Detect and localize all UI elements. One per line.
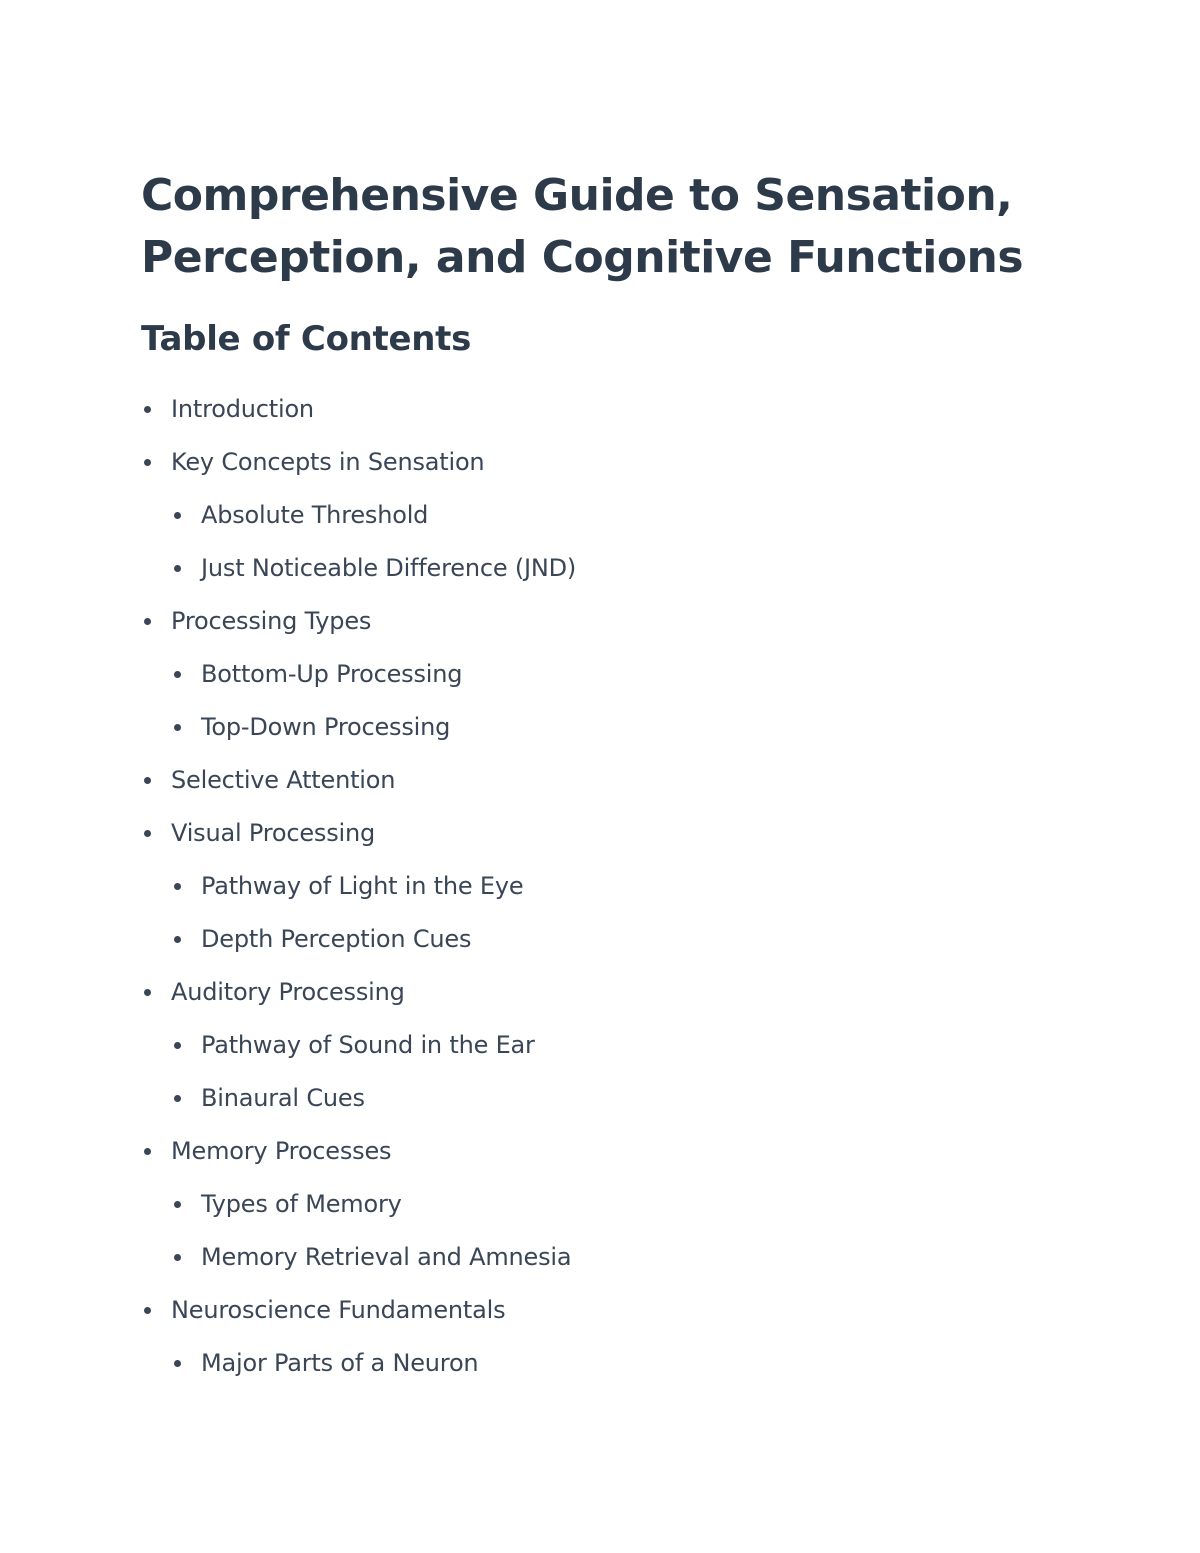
toc-item-label: Memory Retrieval and Amnesia [201,1243,572,1271]
table-of-contents [141,383,1101,1390]
bullet-icon [144,1148,151,1155]
toc-item[interactable] [141,807,1101,860]
toc-item-label: Depth Perception Cues [201,925,472,953]
bullet-icon [174,883,181,890]
toc-item[interactable] [141,1019,1101,1072]
toc-item[interactable] [141,1072,1101,1125]
toc-item[interactable] [141,1231,1101,1284]
bullet-icon [144,989,151,996]
toc-item-label: Selective Attention [171,766,396,794]
bullet-icon [144,618,151,625]
toc-item-label: Key Concepts in Sensation [171,448,485,476]
toc-item-label: Absolute Threshold [201,501,429,529]
bullet-icon [174,1201,181,1208]
toc-item[interactable] [141,966,1101,1019]
bullet-icon [144,830,151,837]
bullet-icon [174,512,181,519]
toc-item[interactable] [141,913,1101,966]
toc-item[interactable] [141,489,1101,542]
bullet-icon [174,1254,181,1261]
toc-item-label: Introduction [171,395,314,423]
toc-item-label: Memory Processes [171,1137,392,1165]
toc-item[interactable] [141,1337,1101,1390]
toc-item-label: Bottom-Up Processing [201,660,463,688]
toc-item-label: Binaural Cues [201,1084,365,1112]
toc-item-label: Top-Down Processing [201,713,451,741]
toc-item-label: Pathway of Light in the Eye [201,872,524,900]
toc-item-label: Processing Types [171,607,372,635]
toc-item[interactable] [141,1284,1101,1337]
toc-item[interactable] [141,754,1101,807]
toc-heading: Table of Contents [141,319,472,359]
toc-item-label: Pathway of Sound in the Ear [201,1031,535,1059]
bullet-icon [174,1360,181,1367]
toc-item[interactable] [141,1178,1101,1231]
bullet-icon [144,1307,151,1314]
toc-item-label: Auditory Processing [171,978,405,1006]
toc-item[interactable] [141,648,1101,701]
bullet-icon [174,936,181,943]
toc-item[interactable] [141,542,1101,595]
bullet-icon [174,671,181,678]
document-title: Comprehensive Guide to Sensation, Perception, and Cognitive Functions [141,170,1024,283]
toc-item-label: Major Parts of a Neuron [201,1349,479,1377]
toc-item[interactable] [141,595,1101,648]
toc-item[interactable] [141,436,1101,489]
toc-item-label: Visual Processing [171,819,376,847]
toc-item-label: Types of Memory [201,1190,402,1218]
bullet-icon [144,406,151,413]
bullet-icon [144,459,151,466]
bullet-icon [144,777,151,784]
bullet-icon [174,1042,181,1049]
toc-item[interactable] [141,383,1101,436]
toc-item-label: Just Noticeable Difference (JND) [201,554,577,582]
toc-item[interactable] [141,701,1101,754]
document-page [141,165,1101,1390]
bullet-icon [174,724,181,731]
bullet-icon [174,1095,181,1102]
toc-item-label: Neuroscience Fundamentals [171,1296,506,1324]
toc-item[interactable] [141,860,1101,913]
bullet-icon [174,565,181,572]
toc-item[interactable] [141,1125,1101,1178]
